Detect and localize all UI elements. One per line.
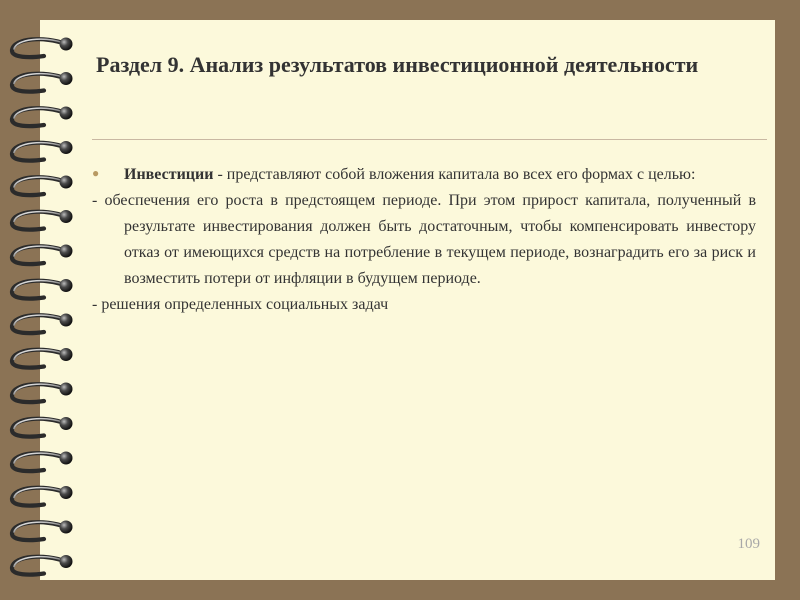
title-divider: [92, 139, 767, 140]
binding-ring: [12, 176, 73, 196]
definition-paragraph: [92, 160, 756, 188]
binding-ring: [12, 486, 73, 506]
binding-ring: [12, 107, 73, 127]
binding-ring: [12, 245, 73, 265]
definition-text: - представляют собой вложения капитала во всех его формах с целью:: [213, 166, 696, 183]
slide-body: [92, 160, 756, 318]
binding-ring: [12, 141, 73, 161]
page-number: 109: [737, 536, 760, 552]
purpose-item: - решения определенных социальных задач: [92, 296, 389, 313]
binding-ring: [12, 210, 73, 230]
binding-ring: [12, 417, 73, 437]
binding-ring: [12, 38, 73, 58]
binding-ring: [12, 383, 73, 403]
binding-ring: [12, 452, 73, 472]
bullet-dot-icon: ●: [92, 166, 100, 180]
spiral-binding-icon: [0, 0, 90, 600]
slide-title: Раздел 9. Анализ результатов инвестиционной деятельности: [96, 52, 699, 77]
binding-ring: [12, 521, 73, 541]
definition-term: Инвестиции: [124, 166, 214, 183]
binding-ring: [12, 279, 73, 299]
binding-ring: [12, 555, 73, 575]
purpose-item: - обеспечения его роста в предстоящем периоде. При этом прирост капитала, полученный в результате инвестирования должен быть достаточным, чтобы компенсировать инвестору отказ от имеющихся средств на потребление в текущем периоде, вознаградить его за риск и возместить потери от инфляции в будущем периоде.: [92, 192, 756, 287]
binding-ring: [12, 72, 73, 92]
binding-ring: [12, 348, 73, 368]
binding-ring: [12, 314, 73, 334]
